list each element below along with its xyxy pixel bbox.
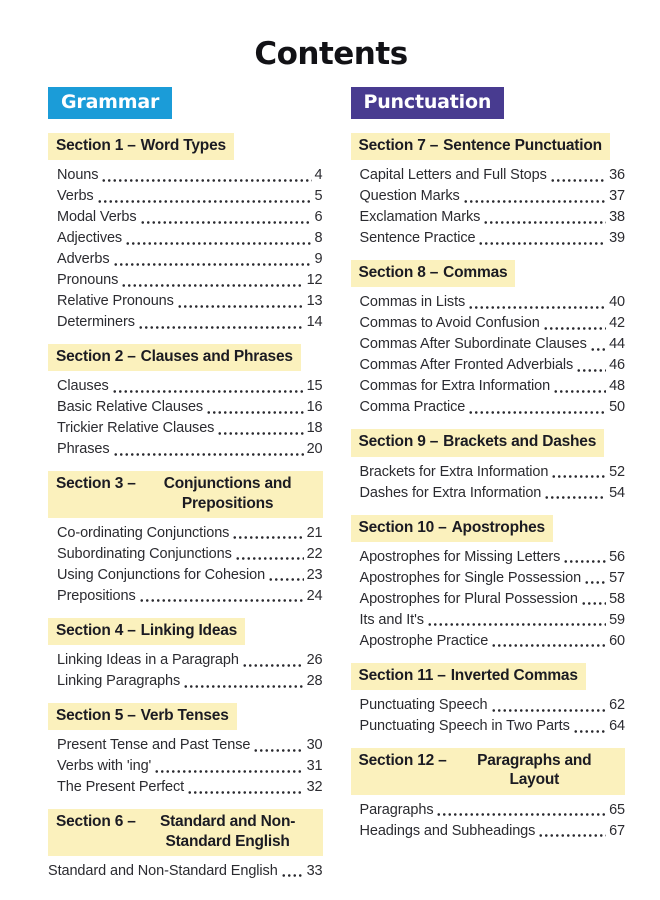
entry-label: Modal Verbs [57,209,137,226]
entry-label: Question Marks [359,188,460,205]
toc-entry [360,334,626,355]
dotted-leader [281,861,304,882]
dotted-leader [478,228,606,249]
dotted-leader [468,397,606,418]
entry-label: Commas for Extra Information [359,378,551,395]
entry-page-number: 31 [306,758,323,775]
entry-list [57,650,323,692]
toc-entry [360,610,626,631]
toc-entry [360,292,626,313]
section-heading [351,260,516,287]
section-heading [351,133,610,160]
entry-list [360,547,626,652]
entry-list [360,165,626,249]
section-prefix: Section 1 – [56,137,136,154]
toc-column [48,87,323,882]
entry-label: Apostrophes for Plural Possession [359,590,578,607]
toc-entry [57,418,323,439]
entry-label: Headings and Subheadings [359,822,536,839]
section-heading [48,344,301,371]
toc-entry [57,228,323,249]
section-title: Conjunctions and Prepositions [163,475,292,512]
dotted-leader [538,821,606,842]
dotted-leader [468,292,606,313]
entry-label: Relative Pronouns [57,293,174,310]
entry-page-number: 46 [609,357,625,374]
entry-label: Basic Relative Clauses [57,399,204,416]
entry-page-number: 6 [314,209,323,226]
section-prefix: Section 4 – [56,621,136,639]
entry-list [360,292,626,418]
entry-label: Present Tense and Past Tense [57,737,251,754]
entry-page-number: 33 [306,862,323,879]
toc-entry [360,695,626,716]
dotted-leader [138,312,304,333]
section-prefix: Section 9 – [358,433,439,451]
entry-label: Apostrophes for Single Possession [359,569,582,586]
toc-section [351,663,626,737]
dotted-leader [427,610,606,631]
entry-label: Apostrophe Practice [359,632,489,649]
entry-page-number: 36 [609,167,625,184]
entry-page-number: 60 [609,632,625,649]
dotted-leader [581,589,606,610]
dotted-leader [268,565,303,586]
entry-label: Commas in Lists [359,294,466,311]
entry-label: Comma Practice [359,399,466,416]
entry-page-number: 20 [306,441,323,458]
entry-list [360,695,626,737]
toc-entry [57,186,323,207]
dotted-leader [183,671,303,692]
entry-label: Nouns [57,167,99,184]
toc-entry [57,207,323,228]
entry-page-number: 37 [609,188,625,205]
dotted-leader [232,523,303,544]
dotted-leader [97,186,312,207]
section-list [48,133,323,882]
toc-entry [57,671,323,692]
dotted-leader [483,207,606,228]
entry-page-number: 54 [609,484,625,501]
entry-label: Using Conjunctions for Cohesion [57,566,266,583]
toc-entry [360,207,626,228]
entry-label: Co-ordinating Conjunctions [57,524,230,541]
section-title: Commas [443,264,508,282]
section-prefix: Section 8 – [358,264,439,282]
toc-entry [360,547,626,568]
entry-label: Trickier Relative Clauses [57,420,215,437]
dotted-leader [576,355,606,376]
toc-entry [360,397,626,418]
dotted-leader [543,313,606,334]
entry-list [48,861,323,882]
toc-entry [360,483,626,504]
entry-page-number: 30 [306,737,323,754]
section-title: Apostrophes [451,518,545,536]
entry-page-number: 24 [306,587,323,604]
entry-label: Commas After Subordinate Clauses [359,336,587,353]
section-title: Linking Ideas [140,621,238,639]
section-prefix: Section 10 – [358,518,447,536]
toc-entry [360,716,626,737]
entry-list [360,462,626,504]
dotted-leader [544,483,606,504]
entry-list [57,735,323,798]
entry-label: Dashes for Extra Information [359,484,542,501]
toc-entry [48,861,323,882]
entry-label: The Present Perfect [57,779,185,796]
entry-label: Linking Paragraphs [57,673,181,690]
entry-page-number: 38 [609,209,625,226]
entry-label: Its and It's [359,611,424,628]
entry-label: Punctuating Speech [359,697,488,714]
entry-page-number: 65 [609,801,625,818]
entry-label: Adjectives [57,230,123,247]
dotted-leader [553,376,606,397]
dotted-leader [177,291,304,312]
dotted-leader [463,186,606,207]
section-prefix: Section 2 – [56,348,136,366]
dotted-leader [112,376,304,397]
dotted-leader [125,228,311,249]
dotted-leader [491,631,606,652]
dotted-leader [113,439,304,460]
entry-label: Exclamation Marks [359,209,481,226]
entry-list [57,376,323,460]
dotted-leader [187,777,304,798]
entry-label: Pronouns [57,272,119,289]
toc-entry [360,228,626,249]
entry-page-number: 52 [609,463,625,480]
entry-label: Brackets for Extra Information [359,463,549,480]
dotted-leader [121,270,303,291]
toc-section [351,429,626,503]
entry-page-number: 22 [306,545,323,562]
entry-page-number: 32 [306,779,323,796]
entry-label: Linking Ideas in a Paragraph [57,652,239,669]
dotted-leader [436,800,606,821]
dotted-leader [551,462,606,483]
section-title: Standard and Non-Standard English [159,813,296,850]
toc-section [48,809,323,881]
section-heading [48,809,323,855]
section-heading [48,618,245,645]
dotted-leader [217,418,303,439]
entry-label: Subordinating Conjunctions [57,545,232,562]
entry-page-number: 59 [609,611,625,628]
entry-page-number: 18 [306,420,323,437]
dotted-leader [206,397,303,418]
section-heading [48,703,237,730]
toc-entry [57,165,323,186]
toc-entry [360,800,626,821]
category-badge: Punctuation [351,87,505,119]
dotted-leader [154,756,303,777]
dotted-leader [242,650,304,671]
section-prefix: Section 5 – [56,707,136,725]
toc-entry [57,439,323,460]
entry-label: Capital Letters and Full Stops [359,167,547,184]
toc-entry [57,397,323,418]
dotted-leader [113,249,312,270]
entry-page-number: 64 [609,718,625,735]
toc-entry [57,756,323,777]
toc-entry [57,249,323,270]
entry-label: Clauses [57,378,109,395]
section-heading [351,429,605,456]
toc-column [351,87,626,882]
section-heading [351,663,586,690]
entry-page-number: 57 [609,569,625,586]
entry-label: Punctuating Speech in Two Parts [359,718,570,735]
entry-page-number: 4 [314,167,323,184]
entry-page-number: 5 [314,188,323,205]
toc-entry [57,312,323,333]
entry-page-number: 40 [609,294,625,311]
entry-label: Verbs with 'ing' [57,758,152,775]
toc-entry [360,376,626,397]
entry-label: Apostrophes for Missing Letters [359,548,561,565]
toc-section [351,133,626,249]
section-heading [351,515,553,542]
dotted-leader [563,547,606,568]
section-title: Brackets and Dashes [443,433,597,451]
section-prefix: Section 11 – [358,666,446,684]
toc-section [48,471,323,606]
entry-label: Prepositions [57,587,136,604]
page-title: Contents [254,36,408,72]
entry-list [57,165,323,333]
entry-page-number: 26 [306,652,323,669]
entry-page-number: 9 [314,251,323,268]
toc-entry [57,735,323,756]
entry-page-number: 15 [306,378,323,395]
toc-entry [57,270,323,291]
section-title: Paragraphs and Layout [477,752,592,789]
dotted-leader [491,695,607,716]
entry-label: Standard and Non-Standard English [48,862,278,879]
toc-section [48,703,323,798]
toc-entry [360,355,626,376]
dotted-leader [139,586,304,607]
dotted-leader [140,207,312,228]
entry-page-number: 23 [306,566,323,583]
section-heading [351,748,626,794]
section-title: Clauses and Phrases [140,348,293,366]
toc-entry [360,568,626,589]
entry-page-number: 58 [609,590,625,607]
toc-entry [57,523,323,544]
toc-section [48,618,323,692]
entry-label: Adverbs [57,251,110,268]
entry-page-number: 14 [306,314,323,331]
section-prefix: Section 12 – [358,752,447,770]
entry-page-number: 56 [609,548,625,565]
entry-page-number: 67 [609,822,625,839]
entry-page-number: 62 [609,697,625,714]
section-title: Word Types [140,137,226,154]
section-prefix: Section 3 – [56,475,136,493]
entry-label: Determiners [57,314,135,331]
toc-section [351,748,626,841]
toc-entry [360,462,626,483]
entry-label: Phrases [57,441,110,458]
section-title: Verb Tenses [140,707,229,725]
dotted-leader [590,334,606,355]
entry-page-number: 21 [306,524,323,541]
entry-page-number: 50 [609,399,625,416]
toc-section [351,515,626,652]
toc-columns [48,87,625,882]
entry-label: Commas After Fronted Adverbials [359,357,574,374]
toc-entry [360,165,626,186]
entry-label: Verbs [57,188,94,205]
section-list [351,133,626,842]
entry-label: Commas to Avoid Confusion [359,315,540,332]
entry-list [57,523,323,607]
entry-page-number: 16 [306,399,323,416]
toc-entry [360,631,626,652]
entry-page-number: 39 [609,230,625,247]
toc-entry [57,544,323,565]
entry-page-number: 8 [314,230,323,247]
category-badge: Grammar [48,87,172,119]
toc-entry [57,586,323,607]
entry-label: Sentence Practice [359,230,476,247]
entry-list [360,800,626,842]
entry-page-number: 44 [609,336,625,353]
toc-entry [57,291,323,312]
section-prefix: Section 7 – [358,137,439,154]
dotted-leader [253,735,303,756]
toc-entry [360,313,626,334]
dotted-leader [101,165,311,186]
section-title: Sentence Punctuation [443,137,602,154]
entry-page-number: 12 [306,272,323,289]
toc-entry [360,186,626,207]
dotted-leader [584,568,606,589]
dotted-leader [573,716,606,737]
toc-section [48,133,323,333]
entry-page-number: 42 [609,315,625,332]
entry-page-number: 13 [306,293,323,310]
entry-page-number: 28 [306,673,323,690]
toc-entry [360,821,626,842]
toc-entry [360,589,626,610]
toc-section [351,260,626,418]
toc-entry [57,650,323,671]
entry-label: Paragraphs [359,801,434,818]
section-heading [48,471,323,517]
entry-page-number: 48 [609,378,625,395]
toc-section [48,344,323,460]
toc-entry [57,376,323,397]
toc-entry [57,565,323,586]
toc-entry [57,777,323,798]
dotted-leader [235,544,304,565]
section-title: Inverted Commas [450,666,578,684]
section-prefix: Section 6 – [56,813,136,831]
section-heading [48,133,234,160]
dotted-leader [550,165,606,186]
